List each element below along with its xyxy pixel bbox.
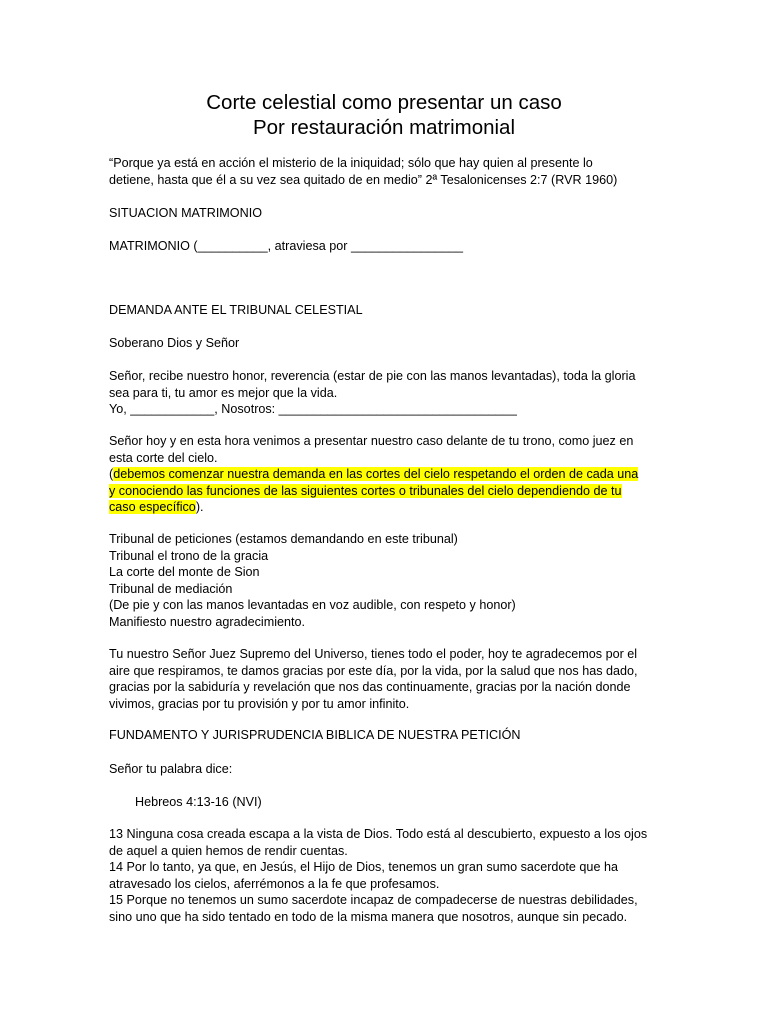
scripture-verses	[109, 826, 659, 926]
list-item: (De pie y con las manos levantadas en voz audible, con respeto y honor)	[109, 598, 516, 613]
epigraph-line: detiene, hasta que él a su vez sea quitado de en medio” 2ª Tesalonicenses 2:7 (RVR 1960)	[109, 172, 618, 187]
paragraph-honor	[109, 368, 659, 418]
paragraph-line: esta corte del cielo.	[109, 450, 218, 465]
list-item: Manifiesto nuestro agradecimiento.	[109, 614, 306, 629]
verse-line: atravesado los cielos, aferrémonos a la fe que profesamos.	[109, 876, 440, 891]
paragraph-line: Tu nuestro Señor Juez Supremo del Universo, tienes todo el poder, hoy te agradecemos por el	[109, 647, 638, 661]
list-item: Tribunal de peticiones (estamos demandando en este tribunal)	[109, 532, 458, 546]
paragraph-line: aire que respiramos, te damos gracias por este día, por la vida, por la salud que nos has dado,	[109, 663, 638, 678]
verse-line: de aquel a quien hemos de rendir cuentas.	[109, 843, 348, 858]
note-paren: ).	[195, 500, 204, 515]
verse-line: 15 Porque no tenemos un sumo sacerdote incapaz de compadecerse de nuestras debilidades,	[109, 893, 638, 908]
paragraph-present-case	[109, 433, 659, 516]
marriage-line: MATRIMONIO (__________, atraviesa por ________________	[109, 239, 464, 253]
paragraph-line: gracias por la sabiduría y revelación que nos das continuamente, gracias por la nación donde	[109, 680, 631, 695]
list-item: La corte del monte de Sion	[109, 565, 260, 580]
section-heading: FUNDAMENTO Y JURISPRUDENCIA BIBLICA DE NUESTRA PETICIÓN	[109, 728, 521, 742]
paragraph-thanks	[109, 646, 659, 712]
note-paren: (	[109, 467, 114, 482]
paragraph-line: sea para ti, tu amor es mejor que la vida.	[109, 385, 338, 400]
paragraph-line: vivimos, gracias por tu provisión y por tu amor infinito.	[109, 696, 410, 711]
highlighted-note-line	[109, 483, 659, 500]
verse-line: 14 Por lo tanto, ya que, en Jesús, el Hijo de Dios, tenemos un gran sumo sacerdote que ha	[109, 860, 618, 875]
highlighted-text: debemos comenzar nuestra demanda en las cortes del cielo respetando el orden de cada una	[113, 467, 639, 482]
highlighted-text: y conociendo las funciones de las siguientes cortes o tribunales del cielo dependiendo de tu	[109, 483, 622, 498]
scripture-reference: Hebreos 4:13-16 (NVI)	[135, 795, 262, 809]
salutation: Soberano Dios y Señor	[109, 336, 240, 350]
list-item: Tribunal el trono de la gracia	[109, 548, 269, 563]
section-heading: SITUACION MATRIMONIO	[109, 206, 262, 220]
scripture-intro: Señor tu palabra dice:	[109, 762, 233, 776]
document-title-line2: Por restauración matrimonial	[252, 116, 516, 139]
highlighted-text: caso específico	[109, 500, 196, 515]
epigraph-line: “Porque ya está en acción el misterio de la iniquidad; sólo que hay quien al presente lo	[109, 156, 593, 170]
verse-line: sino uno que ha sido tentado en todo de la misma manera que nosotros, aunque sin pecado.	[109, 909, 628, 924]
section-heading: DEMANDA ANTE EL TRIBUNAL CELESTIAL	[109, 303, 363, 317]
list-item: Tribunal de mediación	[109, 581, 233, 596]
highlighted-note-line	[109, 499, 659, 516]
epigraph	[109, 155, 659, 188]
paragraph-line: Señor hoy y en esta hora venimos a presentar nuestro caso delante de tu trono, como juez en	[109, 434, 634, 448]
highlighted-note-line	[109, 466, 659, 483]
verse-line: 13 Ninguna cosa creada escapa a la vista de Dios. Todo está al descubierto, expuesto a los ojos	[109, 827, 648, 841]
paragraph-line: Señor, recibe nuestro honor, reverencia (estar de pie con las manos levantadas), toda la gloria	[109, 369, 636, 383]
tribunal-list	[109, 531, 659, 631]
document-title-line1: Corte celestial como presentar un caso	[206, 91, 562, 114]
paragraph-line: Yo, ____________, Nosotros: __________________________________	[109, 402, 517, 417]
